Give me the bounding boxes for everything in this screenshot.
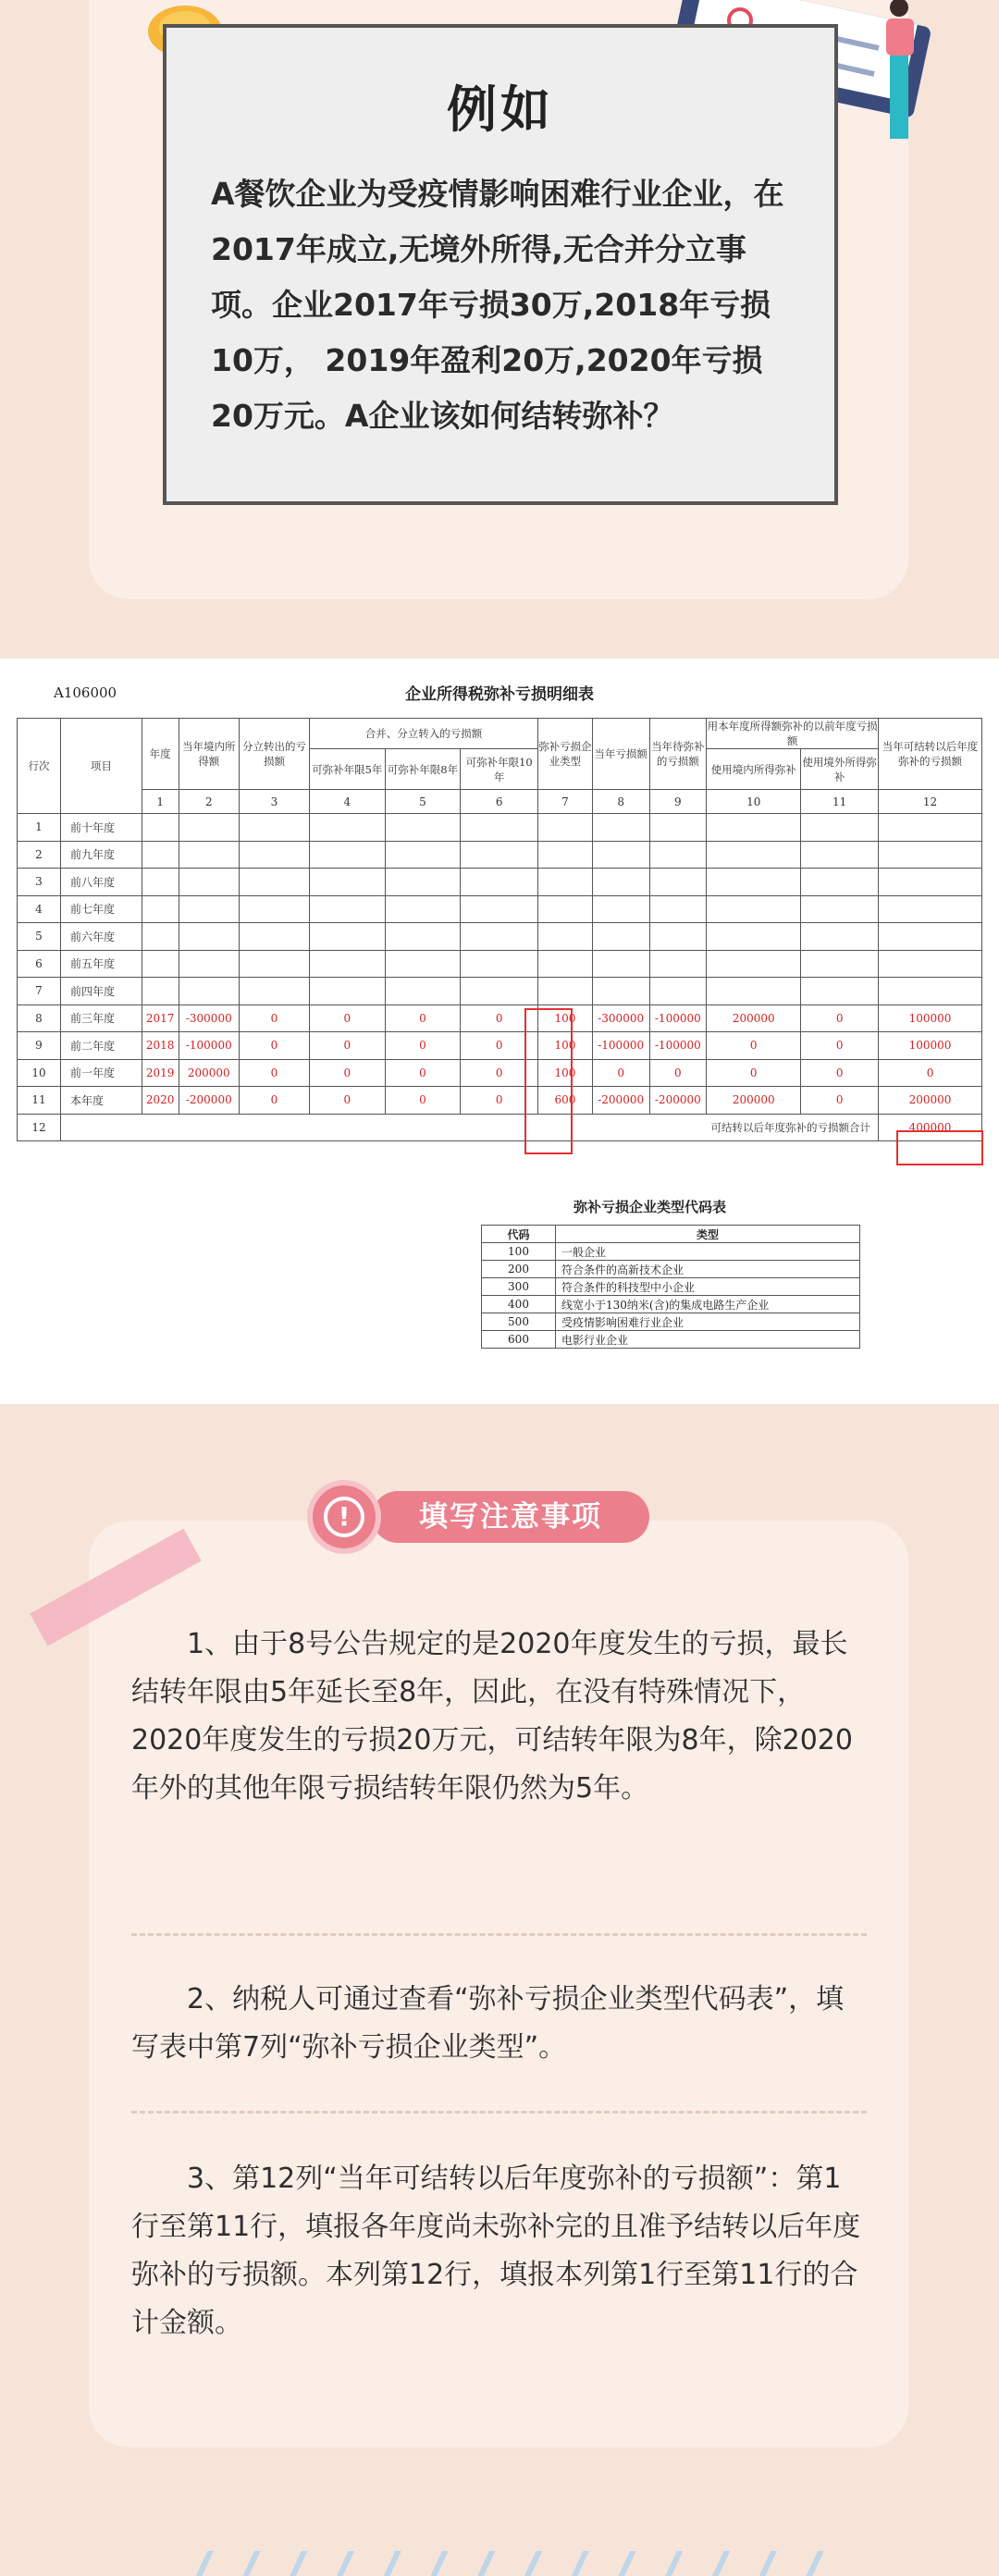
header-c4: 可弥补年限5年	[309, 749, 385, 790]
code-row	[482, 1296, 860, 1313]
table-cell	[707, 978, 801, 1005]
notes-badge-label: 填写注意事项	[372, 1491, 649, 1543]
header-c12: 当年可结转以后年度弥补的亏损额	[879, 719, 982, 790]
row-year: 2017	[142, 1005, 179, 1032]
column-number: 11	[801, 790, 879, 814]
column-number: 7	[538, 790, 593, 814]
row-year: 2018	[142, 1032, 179, 1060]
table-cell	[385, 950, 461, 978]
table-cell: 0	[707, 1059, 801, 1087]
table-cell: -200000	[179, 1087, 240, 1115]
table-cell: 0	[461, 1005, 538, 1032]
table-cell	[707, 869, 801, 896]
code-row	[482, 1313, 860, 1331]
table-cell	[592, 814, 649, 842]
table-cell	[801, 950, 879, 978]
table-cell	[649, 950, 707, 978]
table-cell	[538, 950, 593, 978]
table-cell	[179, 841, 240, 869]
table-cell	[649, 978, 707, 1005]
table-cell	[461, 814, 538, 842]
total-label: 可结转以后年度弥补的亏损额合计	[60, 1114, 878, 1141]
table-row	[18, 895, 982, 923]
row-year	[142, 978, 179, 1005]
table-cell: -300000	[592, 1005, 649, 1032]
table-cell: 0	[461, 1087, 538, 1115]
loss-carryforward-table	[17, 718, 982, 1141]
row-year: 2019	[142, 1059, 179, 1087]
column-number: 9	[649, 790, 707, 814]
type-header: 类型	[556, 1226, 860, 1243]
row-item: 前五年度	[60, 950, 142, 978]
table-cell	[240, 978, 310, 1005]
table-cell: 0	[801, 1087, 879, 1115]
table-cell: 200000	[179, 1059, 240, 1087]
code-row	[482, 1278, 860, 1296]
notes-badge	[307, 1480, 696, 1554]
table-cell	[879, 841, 982, 869]
row-number: 8	[18, 1005, 61, 1032]
table-cell	[385, 978, 461, 1005]
table-row	[18, 1087, 982, 1115]
table-cell	[801, 841, 879, 869]
table-cell: -100000	[649, 1005, 707, 1032]
table-cell	[385, 895, 461, 923]
column-number: 4	[309, 790, 385, 814]
header-c8: 当年亏损额	[592, 719, 649, 790]
table-cell: 0	[592, 1059, 649, 1087]
table-cell	[649, 923, 707, 951]
row-number: 7	[18, 978, 61, 1005]
table-cell	[240, 895, 310, 923]
table-cell: 200000	[879, 1087, 982, 1115]
row-number: 1	[18, 814, 61, 842]
code-value: 600	[482, 1331, 556, 1349]
table-cell	[879, 869, 982, 896]
table-cell	[179, 814, 240, 842]
table-cell: 200000	[707, 1087, 801, 1115]
row-item: 前九年度	[60, 841, 142, 869]
type-value: 符合条件的高新技术企业	[556, 1261, 860, 1278]
table-cell: 0	[240, 1087, 310, 1115]
table-cell	[240, 814, 310, 842]
header-row-no: 行次	[18, 719, 61, 814]
header-year: 年度	[142, 719, 179, 790]
header-c7: 弥补亏损企业类型	[538, 719, 593, 790]
table-cell	[707, 950, 801, 978]
table-cell	[179, 950, 240, 978]
header-c6: 可弥补年限10年	[461, 749, 538, 790]
header-item: 项目	[60, 719, 142, 814]
table-row	[18, 1059, 982, 1087]
header-c11: 使用境外所得弥补	[801, 749, 879, 790]
row-year	[142, 923, 179, 951]
code-value: 400	[482, 1296, 556, 1313]
table-cell	[649, 814, 707, 842]
column-number: 10	[707, 790, 801, 814]
note-item-1: 1、由于8号公告规定的是2020年度发生的亏损，最长结转年限由5年延长至8年，因此，在没有特殊情况下，2020年度发生的亏损20万元，可结转年限为8年，除2020年外的其他年限亏损结转年限仍然为5年。	[131, 1628, 853, 1805]
table-cell: 0	[801, 1032, 879, 1060]
table-row	[18, 814, 982, 842]
divider	[131, 1933, 867, 1936]
table-cell	[592, 869, 649, 896]
form-title: 企业所得税弥补亏损明细表	[405, 685, 594, 704]
total-highlight	[896, 1130, 983, 1165]
table-cell	[240, 841, 310, 869]
table-cell	[385, 814, 461, 842]
table-cell	[592, 978, 649, 1005]
row-number: 11	[18, 1087, 61, 1115]
table-cell: 0	[801, 1059, 879, 1087]
header-c3: 分立转出的亏损额	[240, 719, 310, 790]
note-item-3: 3、第12列“当年可结转以后年度弥补的亏损额”：第1行至第11行，填报各年度尚未弥补完的且准予结转以后年度弥补的亏损额。本列第12行，填报本列第1行至第11行的合计金额。	[131, 2163, 861, 2339]
table-cell	[240, 923, 310, 951]
table-cell: 100000	[879, 1005, 982, 1032]
table-cell	[309, 978, 385, 1005]
header-c10: 使用境内所得弥补	[707, 749, 801, 790]
table-cell	[801, 869, 879, 896]
type-code-table	[481, 1225, 860, 1349]
header-c456-group: 合并、分立转入的亏损额	[309, 719, 537, 749]
table-cell	[879, 978, 982, 1005]
exclamation-icon: !	[307, 1480, 381, 1554]
row-year	[142, 895, 179, 923]
row-item: 本年度	[60, 1087, 142, 1115]
table-cell	[240, 869, 310, 896]
table-cell: 100	[538, 1005, 593, 1032]
column-number: 3	[240, 790, 310, 814]
table-cell	[879, 814, 982, 842]
row-year	[142, 814, 179, 842]
table-cell: -200000	[592, 1087, 649, 1115]
type-value: 一般企业	[556, 1243, 860, 1261]
table-cell: 0	[240, 1032, 310, 1060]
table-cell	[707, 841, 801, 869]
table-cell: 0	[461, 1059, 538, 1087]
table-cell: 0	[309, 1005, 385, 1032]
type-value: 符合条件的科技型中小企业	[556, 1278, 860, 1296]
table-row	[18, 950, 982, 978]
code-row	[482, 1261, 860, 1278]
table-cell: 0	[309, 1059, 385, 1087]
table-cell	[179, 895, 240, 923]
table-row	[18, 1005, 982, 1032]
table-cell: 0	[649, 1059, 707, 1087]
row-year	[142, 841, 179, 869]
table-cell: 100	[538, 1032, 593, 1060]
column-number: 2	[179, 790, 240, 814]
table-cell: 0	[240, 1005, 310, 1032]
table-cell	[179, 923, 240, 951]
type-value: 电影行业企业	[556, 1331, 860, 1349]
row-number: 5	[18, 923, 61, 951]
row-item: 前四年度	[60, 978, 142, 1005]
row-year: 2020	[142, 1087, 179, 1115]
table-cell: -100000	[649, 1032, 707, 1060]
table-cell	[179, 869, 240, 896]
row-number: 2	[18, 841, 61, 869]
table-cell	[879, 895, 982, 923]
column-number: 5	[385, 790, 461, 814]
example-paragraph: A餐饮企业为受疫情影响困难行业企业，在2017年成立,无境外所得,无合并分立事项。企业2017年亏损30万,2018年亏损10万， 2019年盈利20万,2020年亏损20万元。A企业该如何结转弥补？	[211, 176, 784, 434]
table-cell	[707, 895, 801, 923]
table-cell	[309, 895, 385, 923]
row-item: 前三年度	[60, 1005, 142, 1032]
code-header: 代码	[482, 1226, 556, 1243]
table-cell	[309, 841, 385, 869]
table-cell	[461, 923, 538, 951]
loss-form-section	[0, 659, 999, 1404]
table-cell	[801, 895, 879, 923]
table-cell: 100	[538, 1059, 593, 1087]
table-cell	[801, 814, 879, 842]
row-item: 前八年度	[60, 869, 142, 896]
column-number: 8	[592, 790, 649, 814]
table-row	[18, 923, 982, 951]
table-cell: 0	[309, 1087, 385, 1115]
row-number: 4	[18, 895, 61, 923]
table-cell	[879, 950, 982, 978]
table-cell: 0	[707, 1032, 801, 1060]
table-cell	[801, 923, 879, 951]
header-c5: 可弥补年限8年	[385, 749, 461, 790]
table-cell: 0	[240, 1059, 310, 1087]
row-item: 前十年度	[60, 814, 142, 842]
total-row	[18, 1114, 982, 1141]
type-column-highlight	[524, 1008, 573, 1154]
code-row	[482, 1331, 860, 1349]
table-cell: 0	[385, 1087, 461, 1115]
table-cell: 0	[385, 1032, 461, 1060]
table-cell: 600	[538, 1087, 593, 1115]
table-cell	[538, 869, 593, 896]
table-cell: 0	[879, 1059, 982, 1087]
row-item: 前六年度	[60, 923, 142, 951]
row-item: 前七年度	[60, 895, 142, 923]
table-cell	[461, 978, 538, 1005]
table-cell: 0	[309, 1032, 385, 1060]
table-cell	[179, 978, 240, 1005]
table-cell	[707, 923, 801, 951]
table-cell	[538, 895, 593, 923]
table-cell	[649, 841, 707, 869]
table-cell: 0	[385, 1005, 461, 1032]
row-year	[142, 869, 179, 896]
code-value: 100	[482, 1243, 556, 1261]
table-cell	[538, 841, 593, 869]
table-cell	[592, 950, 649, 978]
table-cell	[801, 978, 879, 1005]
row-number: 6	[18, 950, 61, 978]
example-card	[163, 24, 838, 505]
divider	[131, 2111, 867, 2114]
column-number: 12	[879, 790, 982, 814]
table-cell	[309, 814, 385, 842]
row-number: 10	[18, 1059, 61, 1087]
table-cell	[309, 950, 385, 978]
table-row	[18, 978, 982, 1005]
table-row	[18, 869, 982, 896]
column-number: 1	[142, 790, 179, 814]
table-cell	[879, 923, 982, 951]
code-value: 500	[482, 1313, 556, 1331]
table-cell	[385, 869, 461, 896]
type-value: 线宽小于130纳米(含)的集成电路生产企业	[556, 1296, 860, 1313]
table-cell	[385, 841, 461, 869]
table-cell: -300000	[179, 1005, 240, 1032]
table-row	[18, 841, 982, 869]
form-code: A106000	[54, 684, 117, 701]
table-cell	[649, 895, 707, 923]
table-cell	[240, 950, 310, 978]
stripe-decoration	[185, 2551, 832, 2576]
table-cell: 200000	[707, 1005, 801, 1032]
table-cell	[461, 895, 538, 923]
row-item: 前一年度	[60, 1059, 142, 1087]
table-cell	[538, 814, 593, 842]
table-cell	[592, 841, 649, 869]
header-c1011-group: 用本年度所得额弥补的以前年度亏损额	[707, 720, 878, 747]
header-c2: 当年境内所得额	[179, 719, 240, 790]
row-number: 3	[18, 869, 61, 896]
row-number: 9	[18, 1032, 61, 1060]
example-title: 例如	[447, 80, 554, 139]
code-table-title: 弥补亏损企业类型代码表	[574, 1199, 727, 1215]
table-cell: 0	[461, 1032, 538, 1060]
table-cell: 100000	[879, 1032, 982, 1060]
table-cell: 0	[801, 1005, 879, 1032]
table-cell: -100000	[179, 1032, 240, 1060]
total-value: 400000	[879, 1114, 982, 1141]
table-cell	[592, 895, 649, 923]
note-item-2: 2、纳税人可通过查看“弥补亏损企业类型代码表”，填写表中第7列“弥补亏损企业类型”。	[131, 1983, 845, 2064]
table-cell	[538, 978, 593, 1005]
table-row	[18, 1032, 982, 1060]
table-cell	[592, 923, 649, 951]
table-cell	[461, 841, 538, 869]
code-value: 200	[482, 1261, 556, 1278]
column-number: 6	[461, 790, 538, 814]
type-value: 受疫情影响困难行业企业	[556, 1313, 860, 1331]
row-number: 12	[18, 1114, 61, 1141]
table-cell: 0	[385, 1059, 461, 1087]
table-cell	[309, 923, 385, 951]
code-value: 300	[482, 1278, 556, 1296]
table-cell	[461, 950, 538, 978]
code-row	[482, 1243, 860, 1261]
table-cell: -200000	[649, 1087, 707, 1115]
table-cell	[538, 923, 593, 951]
table-cell	[309, 869, 385, 896]
table-cell	[649, 869, 707, 896]
row-year	[142, 950, 179, 978]
row-item: 前二年度	[60, 1032, 142, 1060]
table-cell: -100000	[592, 1032, 649, 1060]
table-cell	[385, 923, 461, 951]
table-cell	[707, 814, 801, 842]
header-c9: 当年待弥补的亏损额	[649, 719, 707, 790]
table-cell	[461, 869, 538, 896]
